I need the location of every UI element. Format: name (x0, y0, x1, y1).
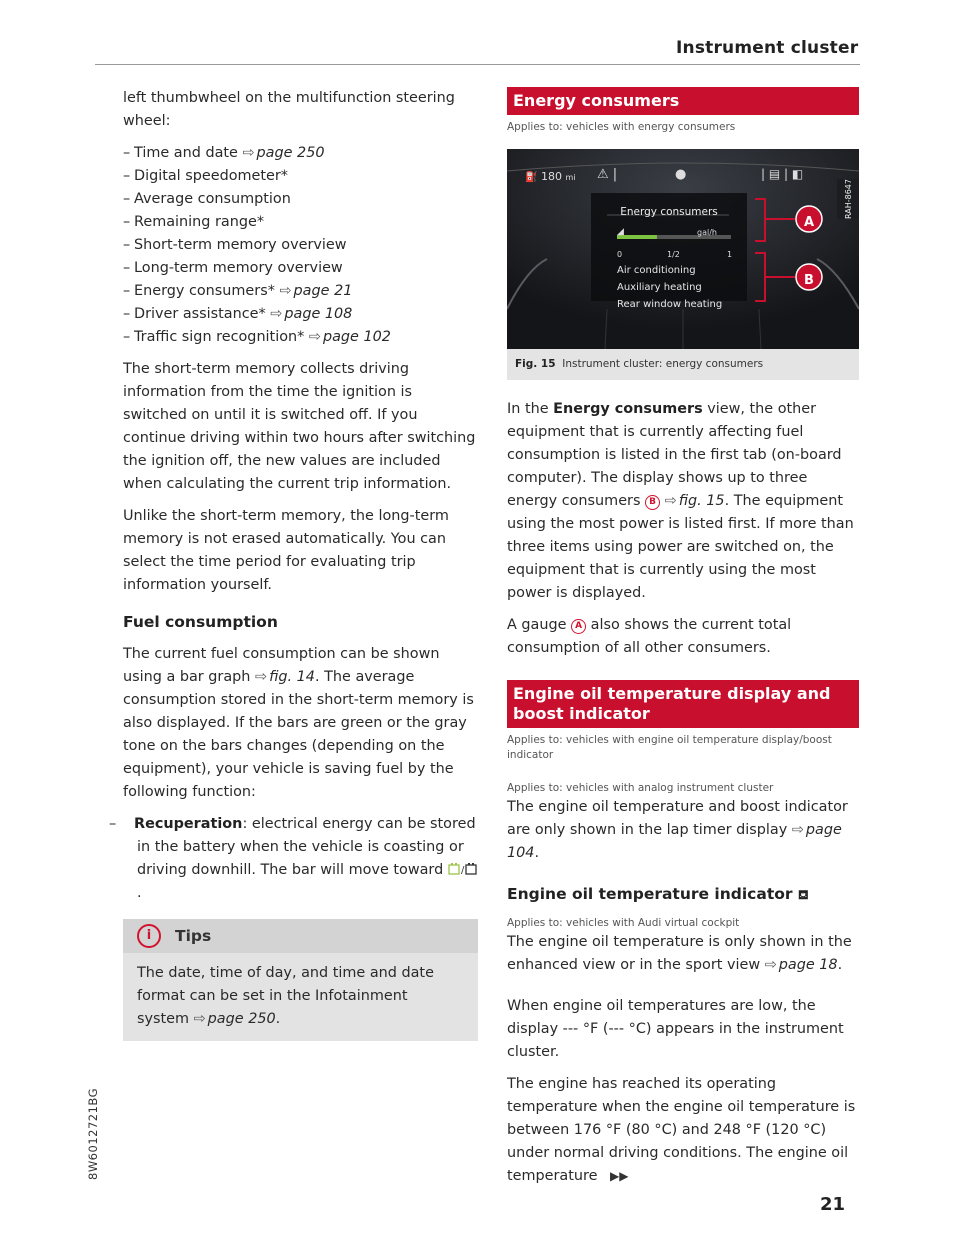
applies-note: Applies to: vehicles with Audi virtual cockpit (507, 917, 740, 929)
arrow-right-icon: ⇨ (193, 1011, 206, 1027)
gauge-icon: ◢ (617, 227, 624, 237)
info-icon: i (137, 924, 161, 948)
virtual-paragraph: The engine oil temperature is only shown in the enhanced view or in the sport view ⇨ page 18. (507, 934, 852, 973)
warning-icon: ⚠ | (597, 167, 618, 182)
list-item: – Remaining range* (123, 214, 265, 230)
arrow-right-icon: ⇨ (791, 822, 804, 838)
image-code: RAH-8647 (837, 155, 851, 219)
callout-b-label: B (804, 273, 814, 288)
list-item: – Digital speedometer* (123, 168, 289, 184)
page-link[interactable]: ⇨ page 108 (270, 306, 353, 322)
list-item: – Recuperation: electrical energy can be stored in the battery when the vehicle is coasting or driving downhill. The bar will move toward / . (123, 813, 478, 905)
battery-icon (448, 862, 478, 876)
instrument-cluster-image (507, 149, 859, 349)
scale-max: 1 (727, 250, 733, 259)
energy-consumers-heading: Energy consumers (507, 87, 859, 115)
right-column (507, 87, 859, 1197)
long-term-paragraph: Unlike the short-term memory, the long-term memory is not erased automatically. You can select the time period for evaluating trip information yourself. (123, 508, 449, 593)
consumer-item: Air conditioning (617, 265, 696, 276)
applies-note: Applies to: vehicles with engine oil temperature display/boost indicator (507, 734, 832, 761)
scale-min: 0 (617, 250, 623, 259)
intro-text: left thumbwheel on the multifunction steering wheel: (123, 90, 455, 129)
page-number: 21 (820, 1194, 846, 1215)
analog-paragraph: The engine oil temperature and boost indicator are only shown in the lap timer display ⇨ page 104. (507, 799, 848, 861)
consumer-item: Auxiliary heating (617, 282, 702, 293)
tips-text: The date, time of day, and time and date format can be set in the Infotainment system ⇨ page 250. (137, 965, 434, 1027)
low-temperature-paragraph: When engine oil temperatures are low, the display --- °F (--- °C) appears in the instrument cluster. (507, 998, 844, 1060)
arrow-right-icon: ⇨ (242, 145, 255, 161)
arrow-right-icon: ⇨ (270, 306, 283, 322)
lights-icon: | ▤ | ◧ (761, 167, 804, 181)
energy-paragraph-1: In the Energy consumers view, the other equipment that is currently affecting fuel consumption is listed in the first tab (on-board computer). The display shows up to three energy consumers B ⇨ fig. 15. The equipment using the most power is listed first. If more than three items using power are switched on, the equipment that is currently using the most power is displayed. (507, 401, 854, 601)
consumer-item: Rear window heating (617, 299, 723, 310)
arrow-right-icon: ⇨ (308, 329, 321, 345)
page-link[interactable]: ⇨ page 250 (193, 1011, 276, 1027)
arrow-right-icon: ⇨ (764, 957, 777, 973)
panel-title: Energy consumers (620, 206, 718, 218)
figure-link[interactable]: ⇨ fig. 15 (664, 493, 725, 509)
running-header-title: Instrument cluster (676, 38, 859, 58)
oil-temperature-icon: ⛾ (797, 888, 809, 903)
arrow-right-icon: ⇨ (255, 669, 268, 685)
continue-arrow-icon: ▶▶ (610, 1169, 629, 1183)
fuel-pump-icon: ⛽ (525, 172, 538, 183)
list-item: – Short-term memory overview (123, 237, 347, 253)
callout-a-label: A (803, 215, 815, 230)
gauge-unit: gal/h (697, 228, 717, 237)
menu-list (123, 142, 478, 349)
list-item: – Traffic sign recognition* ⇨ page 102 (123, 329, 391, 345)
applies-note: Applies to: vehicles with energy consumers (507, 121, 736, 133)
arrow-right-icon: ⇨ (664, 493, 677, 509)
tips-box (123, 919, 478, 1041)
list-item: – Long-term memory overview (123, 260, 343, 276)
list-item: – Energy consumers* ⇨ page 21 (123, 283, 353, 299)
page-link[interactable]: ⇨ page 104 (507, 822, 842, 861)
oil-indicator-heading: Engine oil temperature indicator ⛾ (507, 885, 809, 903)
svg-text:/: / (460, 865, 465, 876)
page-link[interactable]: ⇨ page 18 (764, 957, 838, 973)
energy-paragraph-2: A gauge A also shows the current total consumption of all other consumers. (507, 617, 792, 656)
range-readout: ⛽ 180 mi (525, 170, 576, 183)
callout-a-marker: A (571, 619, 586, 634)
short-term-paragraph: The short-term memory collects driving information from the time the ignition is switched on until it is switched off. If you continue driving within two hours after switching the ignition off, the new values are included when calculating the current trip information. (123, 361, 476, 492)
left-column (109, 87, 478, 1041)
page-link[interactable]: ⇨ page 250 (242, 145, 325, 161)
list-item: – Time and date ⇨ page 250 (123, 145, 325, 161)
tips-header (123, 919, 478, 953)
status-icon: ● (675, 167, 687, 182)
page-link[interactable]: ⇨ page 102 (308, 329, 391, 345)
figure-caption: Fig. 15 Instrument cluster: energy consumers (507, 349, 859, 380)
scale-mid: 1/2 (667, 250, 680, 259)
applies-note: Applies to: vehicles with analog instrument cluster (507, 782, 774, 794)
list-item: – Driver assistance* ⇨ page 108 (123, 306, 353, 322)
header-rule (95, 64, 860, 65)
tips-label: Tips (175, 926, 212, 945)
page-link[interactable]: ⇨ page 21 (279, 283, 353, 299)
callout-b-marker: B (645, 495, 660, 510)
oil-temperature-heading: Engine oil temperature display and boost indicator (507, 680, 859, 728)
figure-15 (507, 149, 859, 380)
fuel-paragraph: The current fuel consumption can be shown using a bar graph ⇨ fig. 14. The average consumption stored in the short-term memory is also displayed. If the bars are green or the gray tone on the bars changes (depending on the equipment), your vehicle is saving fuel by the following function: (123, 646, 474, 800)
recuperation-list (109, 813, 478, 905)
operating-temperature-paragraph: The engine has reached its operating temperature when the engine oil temperature is between 176 °F (80 °C) and 248 °F (120 °C) under normal driving conditions. The engine oil temperature ▶▶ (507, 1076, 856, 1184)
arrow-right-icon: ⇨ (279, 283, 292, 299)
document-code: 8W6012721BG (86, 1087, 100, 1180)
figure-link[interactable]: ⇨ fig. 14 (255, 669, 315, 685)
fuel-consumption-heading: Fuel consumption (123, 613, 278, 631)
list-item: – Average consumption (123, 191, 291, 207)
